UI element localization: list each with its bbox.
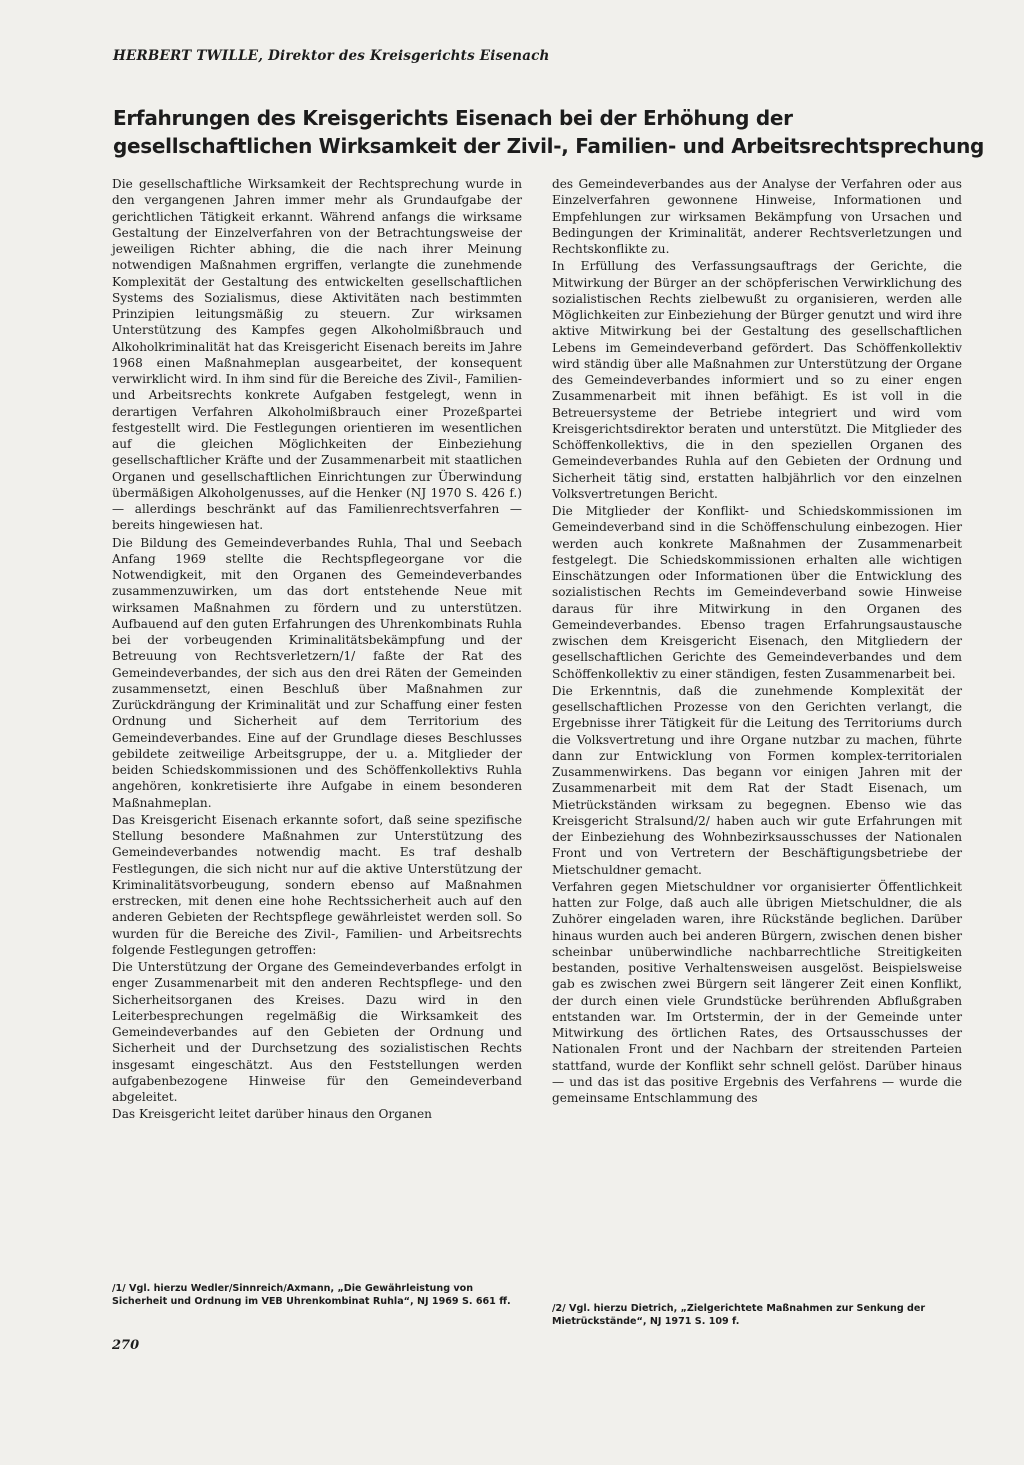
page-number: 270 — [112, 1338, 140, 1353]
article-title — [113, 104, 985, 160]
title-line: Erfahrungen des Kreisgerichts Eisenach bei der Erhöhung der — [113, 106, 793, 130]
paragraph: des Gemeindeverbandes aus der Analyse der Verfahren oder aus Einzelverfahren gewonnene Hinweise, Informationen und Empfehlungen zur wirksamen Bekämpfung von Ursachen und Bedingungen der Kriminalität, anderer Rechtsverletzungen und Rechtskonflikte zu. — [552, 177, 962, 256]
text-column-right — [552, 176, 962, 1107]
text-column-left — [112, 176, 522, 1124]
paragraph: Die Erkenntnis, daß die zunehmende Komplexität der gesellschaftlichen Prozesse von den Gerichten verlangt, die Ergebnisse ihrer Tätigkeit für die Leitung des Territoriums durch die Volksvertretung und ihre Organe nutzbar zu machen, führte dann zur Entwicklung von Formen komplex-territorialen Zusammenwirkens. Das begann vor einigen Jahren mit der Zusammenarbeit mit dem Rat der Stadt Eisenach, um Mietrückständen wirksam zu begegnen. Ebenso wie das Kreisgericht Stralsund/2/ haben auch wir gute Erfahrungen mit der Einbeziehung des Wohnbezirksausschusses der Nationalen Front und von Vertretern der Beschäftigungsbetriebe der Mietschuldner gemacht. — [552, 683, 962, 877]
paragraph: Das Kreisgericht leitet darüber hinaus den Organen — [112, 1107, 432, 1122]
author-line: HERBERT TWILLE, Direktor des Kreisgerichts Eisenach — [113, 48, 550, 64]
paragraph: Die Bildung des Gemeindeverbandes Ruhla, Thal und Seebach Anfang 1969 stellte die Rechtspflegeorgane vor die Notwendigkeit, mit den Organen des Gemeindeverbandes zusammenzuwirken, um das dort entstehende Neue mit wirksamen Maßnahmen zu fördern und zu unterstützen. Aufbauend auf den guten Erfahrungen des Uhrenkombinats Ruhla bei der vorbeugenden Kriminalitätsbekämpfung und der Betreuung von Rechtsverletzern/1/ faßte der Rat des Gemeindeverbandes, der sich aus den drei Räten der Gemeinden zusammensetzt, einen Beschluß über Maßnahmen zur Zurückdrängung der Kriminalität und zur Schaffung einer festen Ordnung und Sicherheit auf dem Territorium des Gemeindeverbandes. Eine auf der Grundlage dieses Beschlusses gebildete zeitweilige Arbeitsgruppe, der u. a. Mitglieder der beiden Schiedskommissionen und des Schöffenkollektivs Ruhla angehören, konkretisierte ihre Aufgabe in einem besonderen Maßnahmeplan. — [112, 535, 522, 810]
footnote-1: /1/ Vgl. hierzu Wedler/Sinnreich/Axmann, „Die Gewährleistung von Sicherheit und Ordnung im VEB Uhrenkombinat Ruhla“, NJ 1969 S. 661 ff. — [112, 1283, 511, 1307]
paragraph: Die gesellschaftliche Wirksamkeit der Rechtsprechung wurde in den vergangenen Jahren immer mehr als Grundaufgabe der gerichtlichen Tätigkeit erkannt. Während anfangs die wirksame Gestaltung der Einzelverfahren von der Betrachtungsweise der jeweiligen Richter abhing, die die nach ihrer Meinung notwendigen Maßnahmen ergriffen, verlangte die zunehmende Komplexität der Gestaltung des entwickelten gesellschaftlichen Systems des Sozialismus, diese Aktivitäten nach bestimmten Prinzipien leitungsmäßig zu steuern. Zur wirksamen Unterstützung des Kampfes gegen Alkoholmißbrauch und Alkoholkriminalität hat das Kreisgericht Eisenach bereits im Jahre 1968 einen Maßnahmeplan ausgearbeitet, der konsequent verwirklicht wird. In ihm sind für die Bereiche des Zivil-, Familien- und Arbeitsrechts konkrete Aufgaben festgelegt, wenn in derartigen Verfahren Alkoholmißbrauch einer Prozeßpartei festgestellt wird. Die Festlegungen orientieren im wesentlichen auf die gleichen Möglichkeiten der Einbeziehung gesellschaftlicher Kräfte und der Zusammenarbeit mit staatlichen Organen und gesellschaftlichen Einrichtungen zur Überwindung übermäßigen Alkoholgenusses, auf die Henker (NJ 1970 S. 426 f.) — allerdings beschränkt auf das Familienrechtsverfahren — bereits hingewiesen hat. — [112, 177, 522, 533]
paragraph: Die Unterstützung der Organe des Gemeindeverbandes erfolgt in enger Zusammenarbeit mit den anderen Rechtspflege- und den Sicherheitsorganen des Kreises. Dazu wird in den Leiterbesprechungen regelmäßig die Wirksamkeit des Gemeindeverbandes auf den Gebieten der Ordnung und Sicherheit und der Durchsetzung des sozialistischen Rechts insgesamt eingeschätzt. Aus den Feststellungen werden aufgabenbezogene Hinweise für den Gemeindeverband abgeleitet. — [112, 960, 522, 1104]
title-line: gesellschaftlichen Wirksamkeit der Zivil-, Familien- und Arbeitsrechtsprechung — [113, 134, 985, 158]
paragraph: Die Mitglieder der Konflikt- und Schiedskommissionen im Gemeindeverband sind in die Schöffenschulung einbezogen. Hier werden auch konkrete Maßnahmen der Zusammenarbeit festgelegt. Die Schiedskommissionen erhalten alle wichtigen Einschätzungen oder Informationen über die Entwicklung des sozialistischen Rechts im Gemeindeverband sowie Hinweise daraus für ihre Mitwirkung in den Organen des Gemeindeverbandes. Ebenso tragen Erfahrungsaustausche zwischen dem Kreisgericht Eisenach, den Mitgliedern der gesellschaftlichen Gerichte des Gemeindeverbandes und dem Schöffenkollektiv zu einer ständigen, festen Zusammenarbeit bei. — [552, 504, 962, 681]
footnote-2: /2/ Vgl. hierzu Dietrich, „Zielgerichtete Maßnahmen zur Senkung der Mietrückstände“, NJ 1971 S. 109 f. — [552, 1303, 926, 1327]
paragraph: Verfahren gegen Mietschuldner vor organisierter Öffentlichkeit hatten zur Folge, daß auch alle übrigen Mietschuldner, die als Zuhörer eingeladen waren, ihre Rückstände beglichen. Darüber hinaus wurden auch bei anderen Bürgern, zwischen denen bisher scheinbar unüberwindliche nachbarrechtliche Streitigkeiten bestanden, positive Verhaltensweisen ausgelöst. Beispielsweise gab es zwischen zwei Bürgern seit längerer Zeit einen Konflikt, der durch einen viele Grundstücke berührenden Abflußgraben entstanden war. Im Ortstermin, der in der Gemeinde unter Mitwirkung des örtlichen Rates, des Ortsausschusses der Nationalen Front und der Nachbarn der streitenden Parteien stattfand, wurde der Konflikt sehr schnell gelöst. Darüber hinaus — und das ist das positive Ergebnis des Verfahrens — wurde die gemeinsame Entschlammung des — [552, 879, 962, 1105]
paragraph: Das Kreisgericht Eisenach erkannte sofort, daß seine spezifische Stellung besondere Maßnahmen zur Unterstützung des Gemeindeverbandes notwendig macht. Es traf deshalb Festlegungen, die sich nicht nur auf die aktive Unterstützung der Kriminalitätsvorbeugung, sondern ebenso auf Maßnahmen erstrecken, mit denen eine hohe Rechtssicherheit auch auf den anderen Gebieten der Rechtspflege gewährleistet werden soll. So wurden für die Bereiche des Zivil-, Familien- und Arbeitsrechts folgende Festlegungen getroffen: — [112, 812, 522, 957]
paragraph: In Erfüllung des Verfassungsauftrags der Gerichte, die Mitwirkung der Bürger an der schöpferischen Verwirklichung des sozialistischen Rechts zielbewußt zu organisieren, werden alle Möglichkeiten zur Einbeziehung der Bürger genutzt und wird ihre aktive Mitwirkung bei der Gestaltung des gesellschaftlichen Lebens im Gemeindeverband gefördert. Das Schöffenkollektiv wird ständig über alle Maßnahmen zur Unterstützung der Organe des Gemeindeverbandes informiert und so zu einer engen Zusammenarbeit mit ihnen befähigt. Es ist voll in die Betreuersysteme der Betriebe integriert und wird vom Kreisgerichtsdirektor beraten und unterstützt. Die Mitglieder des Schöffenkollektivs, die in den speziellen Organen des Gemeindeverbandes Ruhla auf den Gebieten der Ordnung und Sicherheit tätig sind, erstatten halbjährlich vor den einzelnen Volksvertretungen Bericht. — [552, 259, 962, 501]
